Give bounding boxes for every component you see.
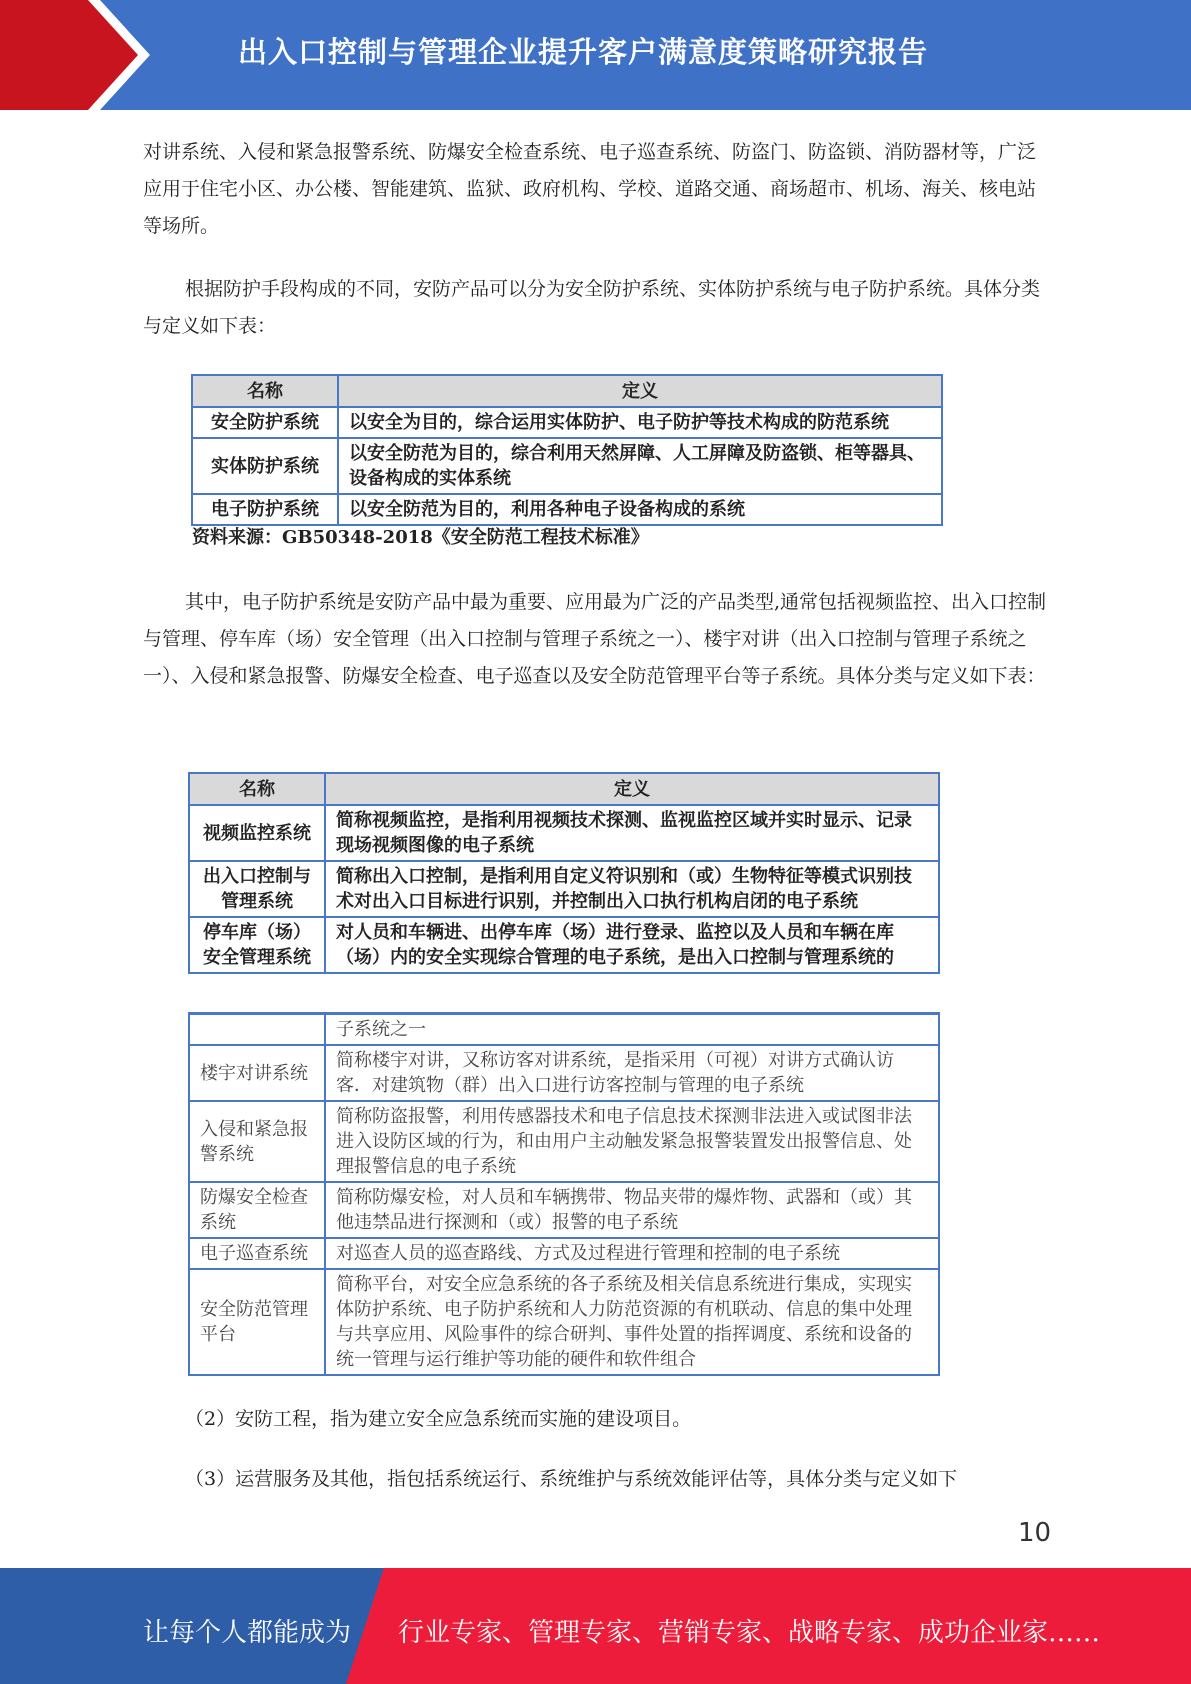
table-header-row bbox=[192, 375, 942, 407]
column-header-definition: 定义 bbox=[325, 773, 939, 805]
page-footer bbox=[0, 1568, 1191, 1684]
row-definition: 子系统之一 bbox=[325, 1014, 939, 1046]
paragraph-2: 根据防护手段构成的不同，安防产品可以分为安全防护系统、实体防护系统与电子防护系统。具体分类与定义如下表： bbox=[143, 278, 1041, 337]
row-name: 视频监控系统 bbox=[189, 805, 325, 861]
row-definition: 简称防爆安检，对人员和车辆携带、物品夹带的爆炸物、武器和（或）其他违禁品进行探测和（或）报警的电子系统 bbox=[325, 1182, 939, 1238]
row-name: 出入口控制与管理系统 bbox=[189, 861, 325, 917]
footer-slogan-left: 让每个人都能成为 bbox=[143, 1618, 352, 1648]
row-name: 防爆安全检查系统 bbox=[189, 1182, 325, 1238]
row-definition: 以安全防范为目的，综合利用天然屏障、人工屏障及防盗锁、柜等器具、设备构成的实体系统 bbox=[338, 438, 942, 494]
table-row bbox=[189, 805, 939, 861]
row-definition: 对人员和车辆进、出停车库（场）进行登录、监控以及人员和车辆在库（场）内的安全实现综合管理的电子系统，是出入口控制与管理系统的 bbox=[325, 917, 939, 973]
table-row bbox=[189, 861, 939, 917]
row-definition: 以安全防范为目的，利用各种电子设备构成的系统 bbox=[338, 494, 942, 525]
table-source-note: 资料来源：GB50348-2018《安全防范工程技术标准》 bbox=[192, 527, 649, 548]
page-header bbox=[0, 0, 1191, 110]
row-definition: 简称楼宇对讲，又称访客对讲系统，是指采用（可视）对讲方式确认访客．对建筑物（群）出入口进行访客控制与管理的电子系统 bbox=[325, 1045, 939, 1101]
paragraph-5: （3）运营服务及其他，指包括系统运行、系统维护与系统效能评估等，具体分类与定义如下 bbox=[185, 1468, 958, 1490]
protection-system-table bbox=[191, 374, 943, 526]
row-definition: 简称平台，对安全应急系统的各子系统及相关信息系统进行集成，实现实体防护系统、电子防护系统和人力防范资源的有机联动、信息的集中处理与共享应用、风险事件的综合研判、事件处置的指挥调度、系统和设备的统一管理与运行维护等功能的硬件和软件组合 bbox=[325, 1269, 939, 1375]
row-name: 实体防护系统 bbox=[192, 438, 338, 494]
table-row bbox=[189, 1269, 939, 1375]
row-definition: 对巡查人员的巡查路线、方式及过程进行管理和控制的电子系统 bbox=[325, 1238, 939, 1269]
row-name: 安全防护系统 bbox=[192, 407, 338, 438]
header-arrow-decoration bbox=[0, 0, 160, 110]
paragraph-3: 其中，电子防护系统是安防产品中最为重要、应用最为广泛的产品类型,通常包括视频监控、出入口控制与管理、停车库（场）安全管理（出入口控制与管理子系统之一）、楼宇对讲（出入口控制与管理子系统之一）、入侵和紧急报警、防爆安全检查、电子巡查以及安全防范管理平台等子系统。具体分类与定义如下表： bbox=[143, 591, 1047, 687]
table-row bbox=[189, 1182, 939, 1238]
row-name: 入侵和紧急报警系统 bbox=[189, 1101, 325, 1182]
column-header-definition: 定义 bbox=[338, 375, 942, 407]
row-definition: 简称出入口控制，是指利用自定义符识别和（或）生物特征等模式识别技术对出入口目标进行识别，并控制出入口执行机构启闭的电子系统 bbox=[325, 861, 939, 917]
row-name: 电子防护系统 bbox=[192, 494, 338, 525]
column-header-name: 名称 bbox=[189, 773, 325, 805]
table-row bbox=[189, 1014, 939, 1046]
row-name: 楼宇对讲系统 bbox=[189, 1045, 325, 1101]
table-header-row bbox=[189, 773, 939, 805]
paragraph-4: （2）安防工程，指为建立安全应急系统而实施的建设项目。 bbox=[185, 1408, 692, 1430]
row-definition: 简称防盗报警，利用传感器技术和电子信息技术探测非法进入或试图非法进入设防区域的行为，和由用户主动触发紧急报警装置发出报警信息、处理报警信息的电子系统 bbox=[325, 1101, 939, 1182]
row-name: 停车库（场）安全管理系统 bbox=[189, 917, 325, 973]
electronic-system-table bbox=[188, 772, 940, 974]
table-row bbox=[192, 407, 942, 438]
report-title: 出入口控制与管理企业提升客户满意度策略研究报告 bbox=[238, 35, 929, 69]
electronic-system-table-continued bbox=[188, 1012, 940, 1376]
table-row bbox=[189, 1045, 939, 1101]
table-row bbox=[189, 1101, 939, 1182]
row-name: 安全防范管理平台 bbox=[189, 1269, 325, 1375]
paragraph-1: 对讲系统、入侵和紧急报警系统、防爆安全检查系统、电子巡查系统、防盗门、防盗锁、消防器材等，广泛应用于住宅小区、办公楼、智能建筑、监狱、政府机构、学校、道路交通、商场超市、机场、海关、核电站等场所。 bbox=[143, 141, 1037, 237]
row-name bbox=[189, 1014, 325, 1046]
row-name: 电子巡查系统 bbox=[189, 1238, 325, 1269]
page-number: 10 bbox=[1018, 1518, 1052, 1548]
footer-slogan-right: 行业专家、管理专家、营销专家、战略专家、成功企业家…… bbox=[398, 1618, 1101, 1648]
row-definition: 以安全为目的，综合运用实体防护、电子防护等技术构成的防范系统 bbox=[338, 407, 942, 438]
table-row bbox=[192, 494, 942, 525]
table-row bbox=[189, 1238, 939, 1269]
table-row bbox=[189, 917, 939, 973]
column-header-name: 名称 bbox=[192, 375, 338, 407]
table-row bbox=[192, 438, 942, 494]
row-definition: 简称视频监控，是指利用视频技术探测、监视监控区域并实时显示、记录现场视频图像的电子系统 bbox=[325, 805, 939, 861]
